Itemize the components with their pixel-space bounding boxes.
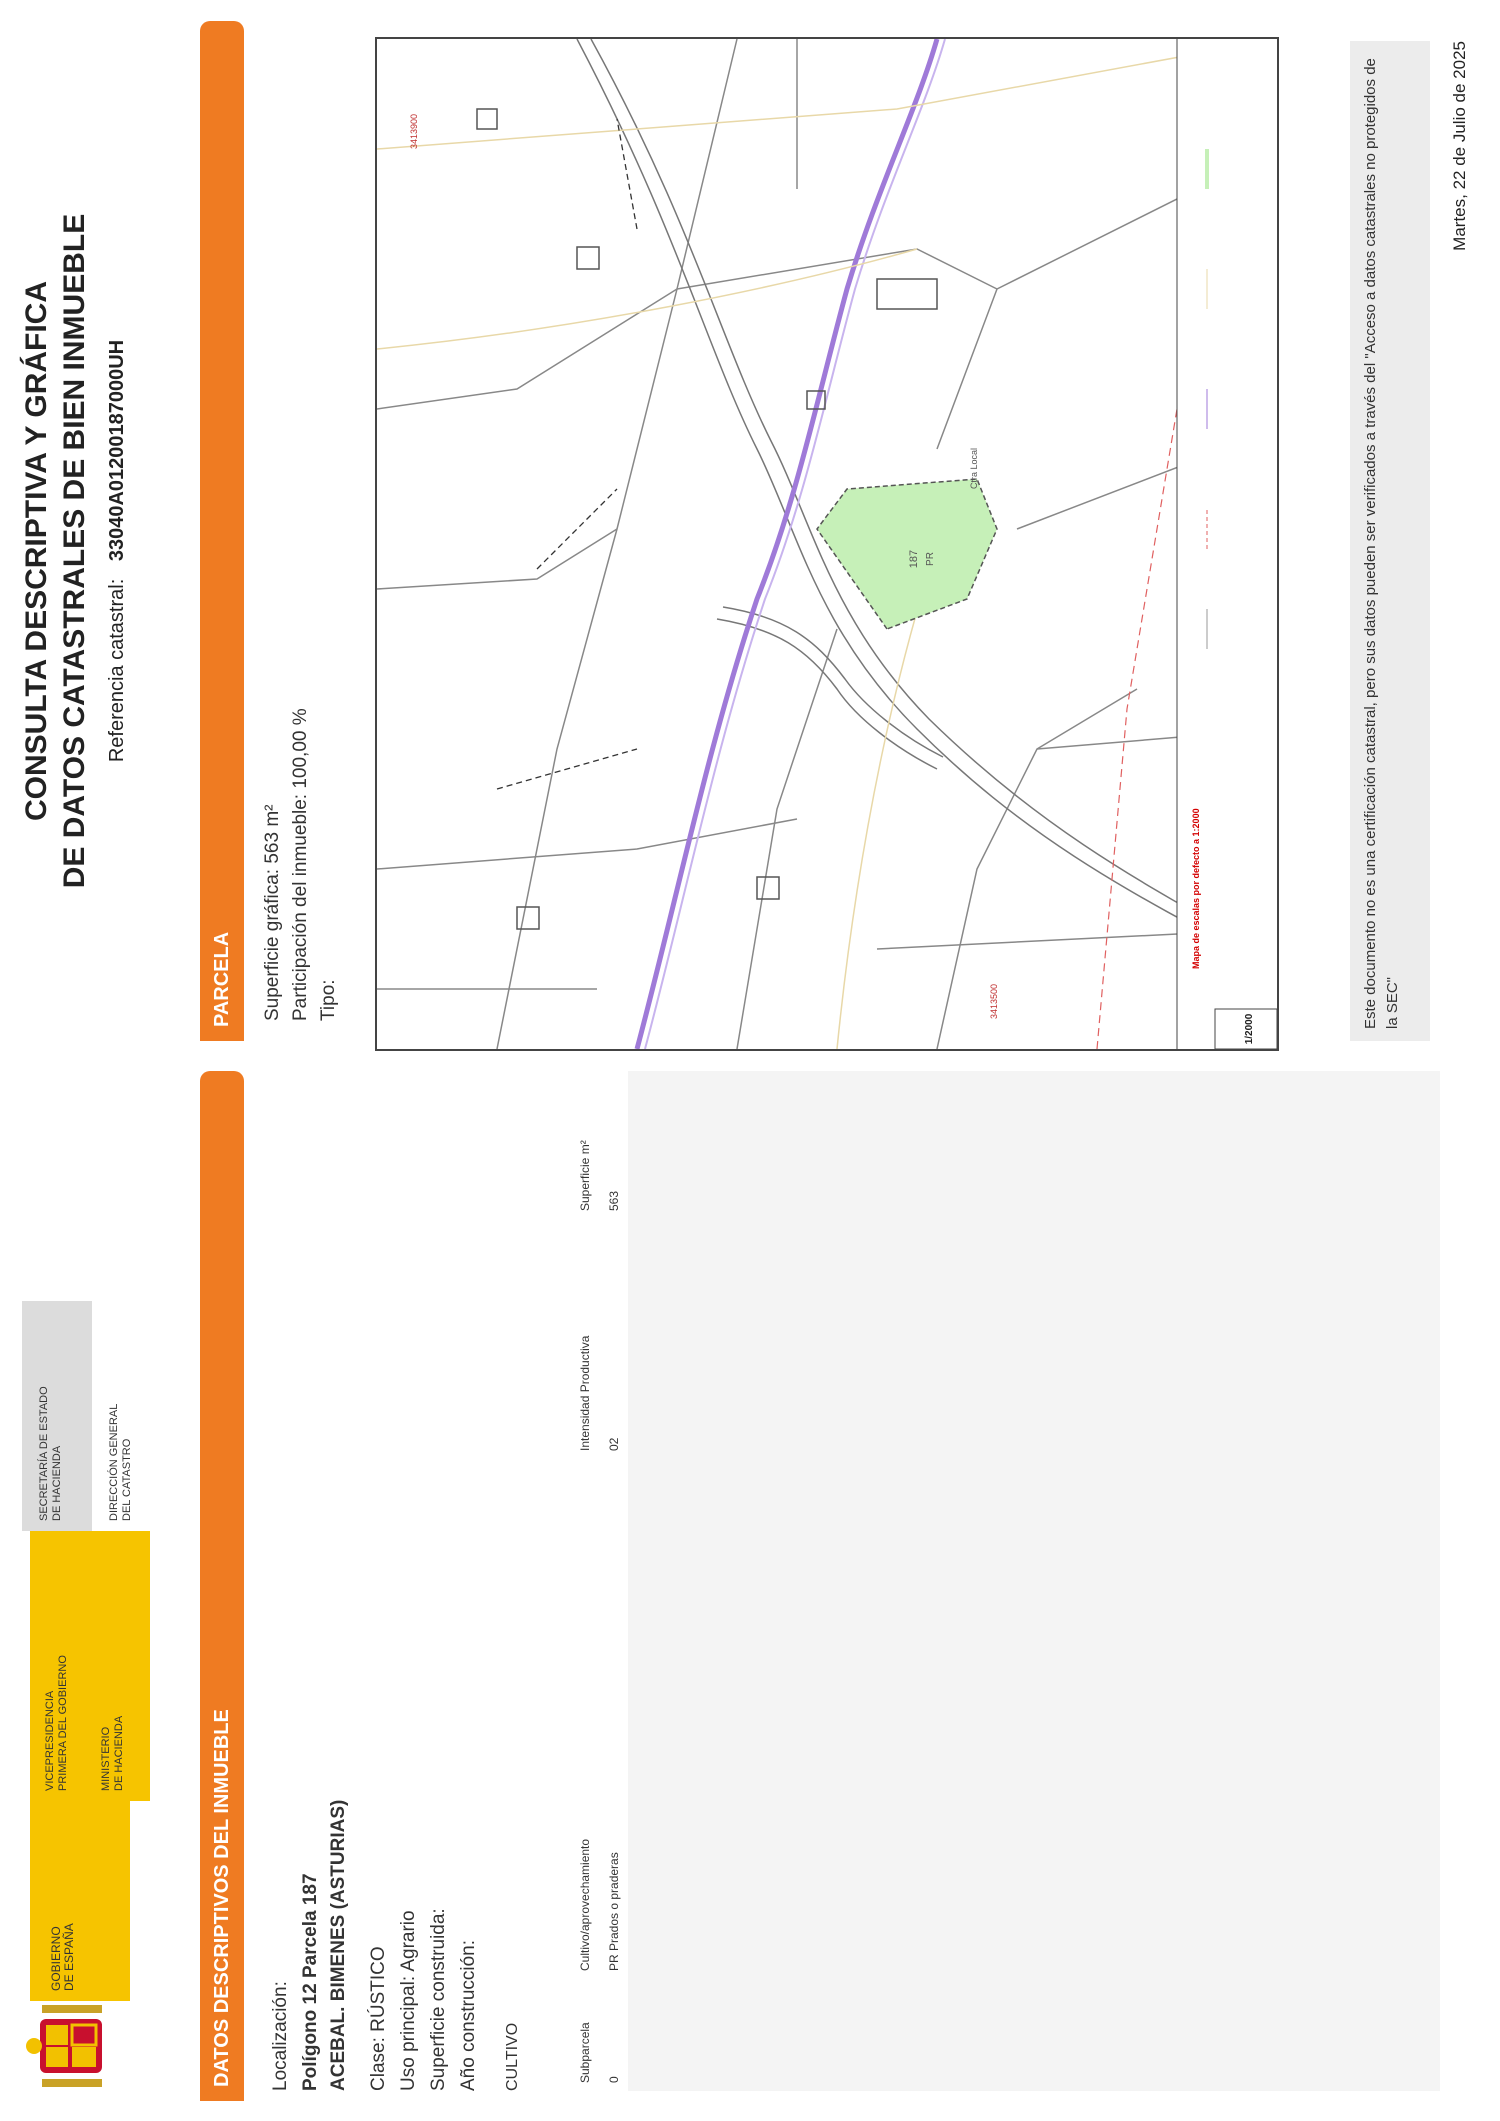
parcela-info (262, 421, 340, 1021)
parcel-sublabel: PR (925, 552, 936, 566)
th-superficie: Superficie m² (578, 1140, 592, 1211)
secretaria-text: SECRETARÍA DE ESTADO (38, 1386, 50, 1521)
cultivo-table (570, 1071, 1440, 2091)
superficie-grafica-value: Superficie gráfica: 563 m² (262, 804, 283, 1021)
map-legend-text: Mapa de escalas por defecto a 1:2000 (1191, 808, 1201, 969)
datos-section-header: DATOS DESCRIPTIVOS DEL INMUEBLE (200, 1071, 244, 2101)
ano-construccion-label: Año construcción: (458, 1939, 479, 2091)
ref-catastral-label: Referencia catastral: (106, 578, 128, 763)
parcela-section-header: PARCELA (200, 21, 244, 1041)
table-row (600, 1071, 628, 2091)
footer-date-text: Martes, 22 de Julio de 2025 (1450, 41, 1469, 251)
ref-catastral-value: 33040A01200187000UH (106, 339, 128, 562)
title-line-2: DE DATOS CATASTRALES DE BIEN INMUEBLE (58, 213, 91, 889)
th-intensidad: Intensidad Productiva (578, 1335, 592, 1451)
parcel-label: 187 (908, 549, 920, 569)
de-espana-text: DE ESPAÑA (62, 1923, 76, 1991)
localizacion-label: Localización: (270, 1981, 291, 2091)
td-cultivo: PR Prados o praderas (607, 1852, 621, 1971)
gobierno-espana-block (30, 1801, 130, 2001)
red-label: 3413900 (409, 113, 419, 149)
localizacion-line-1: Polígono 12 Parcela 187 (300, 1873, 321, 2091)
secretaria-hacienda-text: DE HACIENDA (51, 1445, 63, 1521)
clase-value: Clase: RÚSTICO (368, 1946, 389, 2091)
page-title (20, 41, 129, 1061)
localizacion-line-2: ACEBAL. BIMENES (ASTURIAS) (328, 1799, 349, 2091)
datos-section-body (260, 1071, 522, 2091)
gobierno-text: GOBIERNO (49, 1926, 63, 1991)
td-superficie: 563 (607, 1190, 621, 1211)
map-svg (377, 39, 1277, 1049)
participacion-value: Participación del inmueble: 100,00 % (290, 708, 311, 1021)
footer-note-text: Este documento no es una certificación catastral, pero sus datos pueden ser verificados a través del "Acceso a datos catastrales no protegidos de la SEC" (1362, 58, 1401, 1029)
ministerio-text: MINISTERIO (100, 1726, 112, 1791)
footer-date (1450, 41, 1470, 361)
tipo-label: Tipo: (318, 979, 339, 1021)
spain-coat-of-arms-logo (20, 2001, 120, 2091)
vicepresidencia-text: VICEPRESIDENCIA (44, 1690, 56, 1791)
td-subparcela: 0 (607, 2076, 621, 2083)
secretaria-grey-block (22, 1301, 152, 1531)
road-label: Ctra Local (969, 447, 979, 489)
table-header-row (570, 1071, 601, 2091)
direccion-general-text: DIRECCIÓN GENERAL (108, 1403, 120, 1521)
ministry-yellow-block (30, 1531, 150, 1801)
td-intensidad: 02 (607, 1437, 621, 1451)
th-cultivo: Cultivo/aprovechamiento (578, 1838, 592, 1971)
red-label: 3413500 (989, 983, 999, 1019)
cadastral-map (375, 37, 1279, 1051)
superficie-construida-label: Superficie construida: (428, 1908, 449, 2091)
th-subparcela: Subparcela (578, 2022, 592, 2083)
cultivo-label: CULTIVO (504, 2022, 521, 2091)
de-hacienda-text: DE HACIENDA (113, 1715, 125, 1791)
del-catastro-text: DEL CATASTRO (121, 1438, 133, 1521)
uso-principal-value: Uso principal: Agrario (398, 1910, 419, 2091)
primera-gobierno-text: PRIMERA DEL GOBIERNO (57, 1655, 69, 1791)
title-line-1: CONSULTA DESCRIPTIVA Y GRÁFICA (20, 280, 53, 822)
footer-note (1350, 41, 1430, 1041)
map-scale: 1/2000 (1244, 1013, 1255, 1045)
